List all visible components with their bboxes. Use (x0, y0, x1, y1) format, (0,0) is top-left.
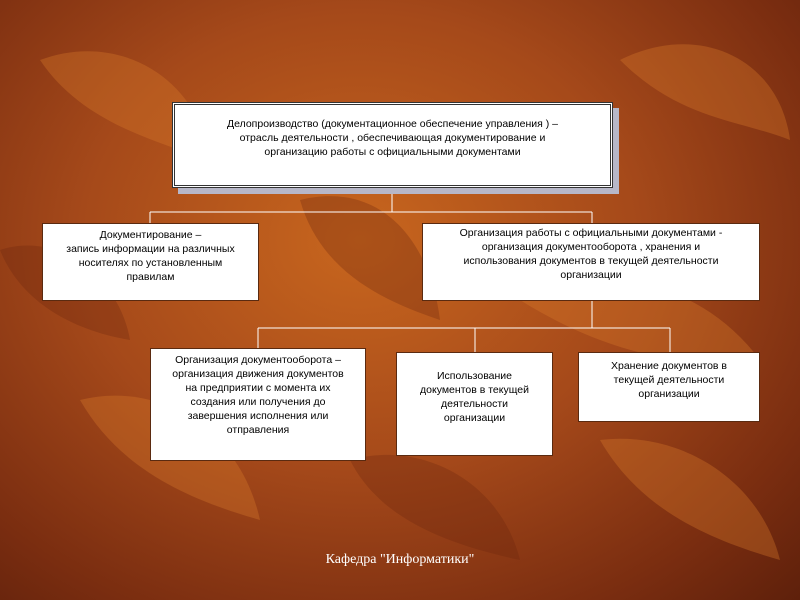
node-line: Использование (436, 370, 513, 382)
root-node-line: Делопроизводство (документационное обеспечение управления ) – (227, 118, 558, 130)
node-line: использования документов в текущей деятельности (463, 255, 719, 267)
node-line: организации (560, 269, 622, 281)
node-line: Организация документооборота – (175, 354, 341, 366)
document-storage-node-box (578, 352, 760, 422)
node-line: завершения исполнения или (187, 410, 329, 422)
node-line: организация документооборота , хранения и (481, 241, 701, 253)
node-line: носителях по установленным (78, 257, 223, 269)
footer-department-label: Кафедра "Информатики" (325, 552, 475, 567)
node-line: организации (443, 412, 506, 424)
node-line: правилам (126, 271, 175, 283)
node-line: деятельности (441, 398, 508, 410)
node-line: Организация работы с официальными документами - (459, 227, 723, 239)
node-line: организация движения документов (172, 368, 344, 380)
node-line: документов в текущей (420, 384, 529, 396)
documentation-node-box (42, 223, 259, 301)
document-flow-node-box (150, 348, 366, 461)
document-usage-node-box (396, 352, 553, 456)
node-line: Хранение документов в (610, 360, 727, 372)
node-line: Документирование – (99, 229, 202, 241)
node-line: создания или получения до (190, 396, 326, 408)
node-line: запись информации на различных (66, 243, 235, 255)
document-work-organization-node-box (422, 223, 760, 301)
node-line: текущей деятельности (613, 374, 725, 386)
node-line: организации (638, 388, 700, 400)
node-line: на предприятии с момента их (185, 382, 331, 394)
node-line: отправления (226, 424, 290, 436)
root-node-line: отрасль деятельности , обеспечивающая документирование и (239, 132, 546, 144)
root-node-line: организацию работы с официальными документами (264, 146, 521, 158)
root-node-box (172, 102, 613, 188)
